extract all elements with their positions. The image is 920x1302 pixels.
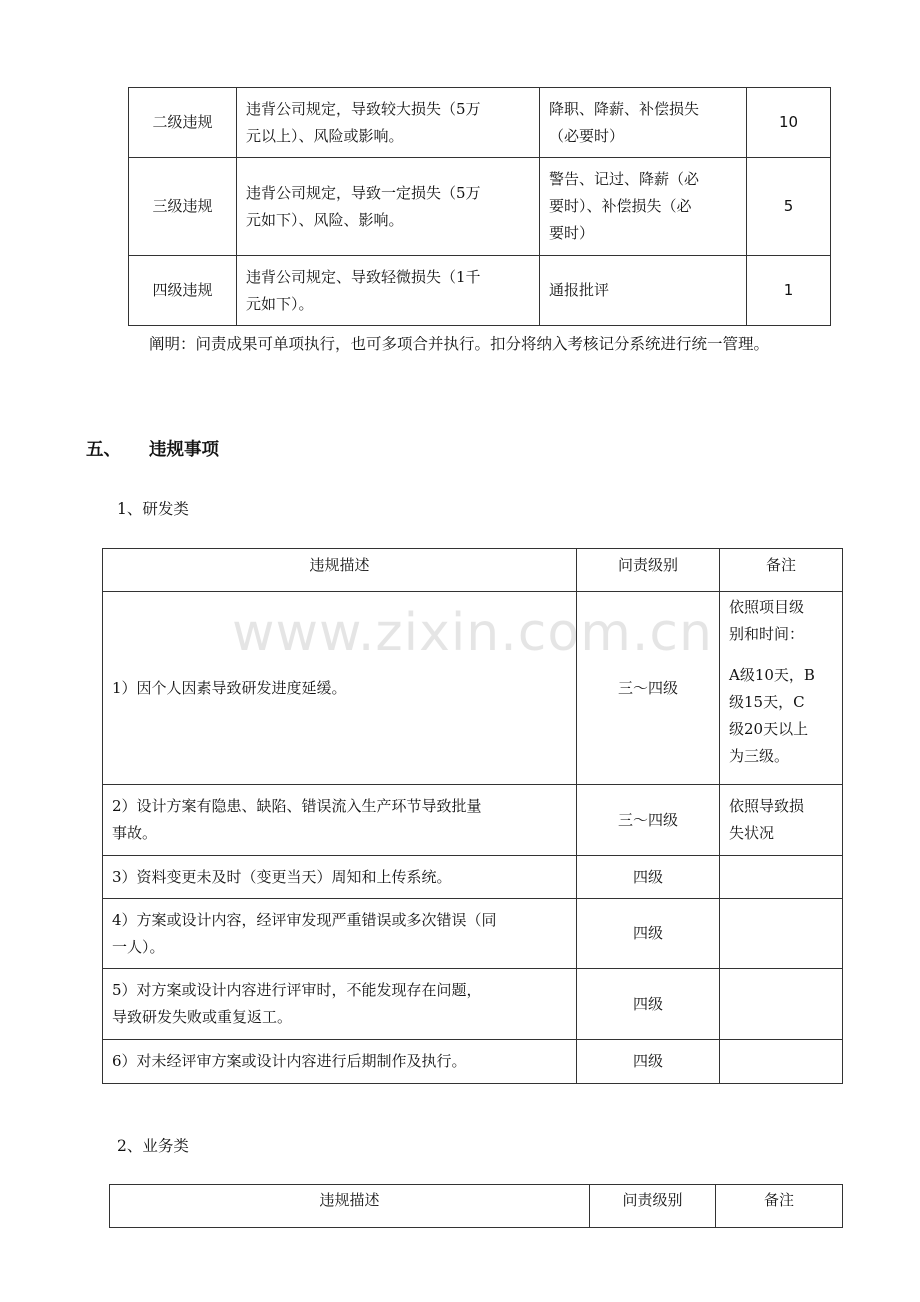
remark — [720, 969, 843, 1040]
remark — [720, 899, 843, 969]
subsection-rd: 1、研发类 — [117, 500, 189, 518]
table-row — [103, 899, 843, 969]
header-remark: 备注 — [720, 549, 843, 592]
deduction-points: 5 — [747, 158, 831, 256]
business-violation-table — [109, 1184, 843, 1228]
penalty-measures: 警告、记过、降薪（必 要时）、补偿损失（必 要时） — [540, 158, 747, 256]
violation-description: 违背公司规定，导致较大损失（5万 元以上）、风险或影响。 — [237, 88, 540, 158]
accountability-level: 四级 — [577, 1040, 720, 1084]
header-remark: 备注 — [716, 1185, 843, 1228]
accountability-level: 四级 — [577, 899, 720, 969]
rd-violation-table — [102, 548, 843, 1084]
penalty-level-table — [128, 87, 831, 326]
section-number: 五、 — [86, 440, 121, 460]
header-description: 违规描述 — [110, 1185, 590, 1228]
watermark: www.zixin.com.cn — [232, 603, 713, 663]
explanation-note: 阐明：问责成果可单项执行，也可多项合并执行。扣分将纳入考核记分系统进行统一管理。 — [149, 335, 770, 353]
violation-description: 3）资料变更未及时（变更当天）周知和上传系统。 — [103, 856, 577, 899]
subsection-business: 2、业务类 — [117, 1137, 189, 1155]
violation-level: 四级违规 — [129, 256, 237, 326]
violation-description: 6）对未经评审方案或设计内容进行后期制作及执行。 — [103, 1040, 577, 1084]
header-description: 违规描述 — [103, 549, 577, 592]
deduction-points: 1 — [747, 256, 831, 326]
section-title: 违规事项 — [149, 440, 219, 460]
violation-description: 1）因个人因素导致研发进度延缓。 — [103, 592, 577, 785]
accountability-level: 三～四级 — [577, 592, 720, 785]
remark: 依照导致损 失状况 — [720, 785, 843, 856]
header-level: 问责级别 — [577, 549, 720, 592]
deduction-points: 10 — [747, 88, 831, 158]
penalty-measures: 降职、降薪、补偿损失 （必要时） — [540, 88, 747, 158]
violation-level: 三级违规 — [129, 158, 237, 256]
violation-description: 违背公司规定，导致一定损失（5万 元如下）、风险、影响。 — [237, 158, 540, 256]
penalty-measures: 通报批评 — [540, 256, 747, 326]
table-row — [129, 88, 831, 158]
violation-description: 5）对方案或设计内容进行评审时，不能发现存在问题， 导致研发失败或重复返工。 — [103, 969, 577, 1040]
accountability-level: 三～四级 — [577, 785, 720, 856]
table-row — [103, 969, 843, 1040]
violation-description: 4）方案或设计内容，经评审发现严重错误或多次错误（同 一人）。 — [103, 899, 577, 969]
violation-description: 2）设计方案有隐患、缺陷、错误流入生产环节导致批量 事故。 — [103, 785, 577, 856]
table-row — [103, 592, 843, 785]
table-header-row — [103, 549, 843, 592]
table-row — [103, 1040, 843, 1084]
section-heading — [86, 436, 219, 461]
accountability-level: 四级 — [577, 856, 720, 899]
remark: 依照项目级 别和时间： A级10天，B 级15天，C 级20天以上 为三级。 — [720, 592, 843, 785]
table-row — [103, 785, 843, 856]
table-row — [129, 256, 831, 326]
remark — [720, 856, 843, 899]
violation-description: 违背公司规定、导致轻微损失（1千 元如下）。 — [237, 256, 540, 326]
accountability-level: 四级 — [577, 969, 720, 1040]
remark — [720, 1040, 843, 1084]
violation-level: 二级违规 — [129, 88, 237, 158]
table-row — [103, 856, 843, 899]
header-level: 问责级别 — [590, 1185, 716, 1228]
table-row — [129, 158, 831, 256]
table-header-row — [110, 1185, 843, 1228]
